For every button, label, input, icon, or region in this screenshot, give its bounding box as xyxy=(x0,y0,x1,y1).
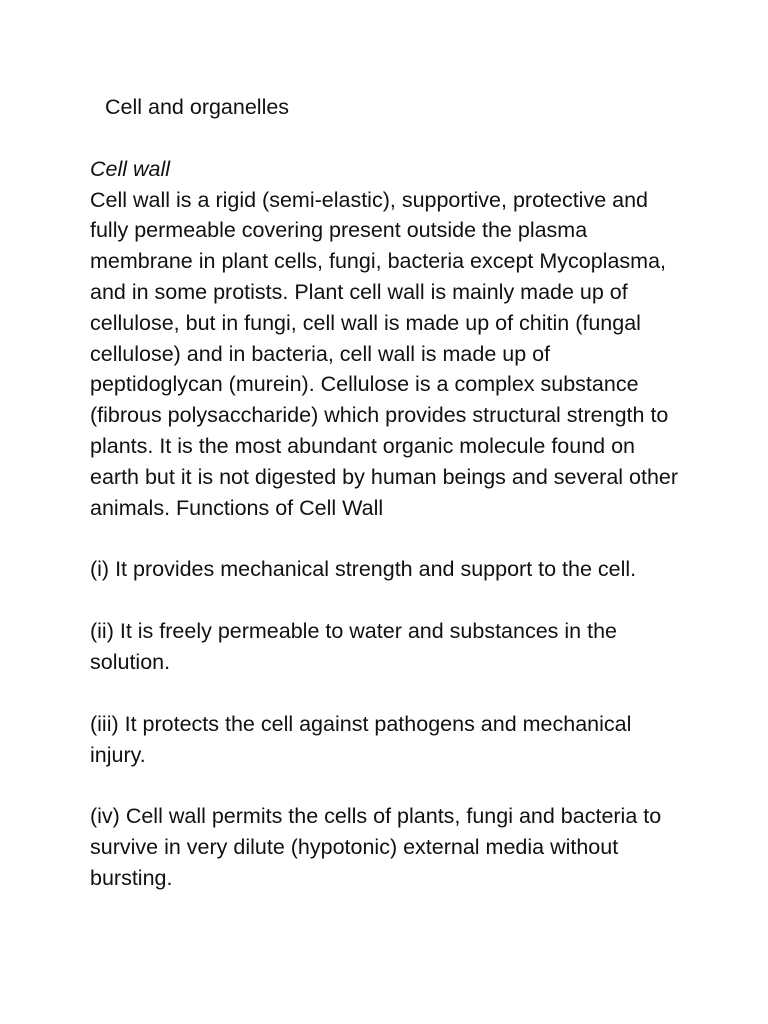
functions-list xyxy=(90,554,688,893)
function-item: (ii) It is freely permeable to water and substances in the solution. xyxy=(90,619,618,674)
function-item: (iii) It protects the cell against pathogens and mechanical injury. xyxy=(90,711,632,767)
document-title: Cell and organelles xyxy=(105,95,290,119)
intro-paragraph: Cell wall is a rigid (semi-elastic), supportive, protective and fully permeable covering present outside the plasma membrane in plant cells, fungi, bacteria except Mycoplasma, and in some protists. Plant cell wall is mainly made up of cellulose, but in fungi, cell wall is made up of chitin (fungal cellulose) and in bacteria, cell wall is made up of peptidoglycan (murein). Cellulose is a complex substance (fibrous polysaccharide) which provides structural strength to plants. It is the most abundant organic molecule found on earth but it is not digested by human beings and several other animals. Functions of Cell Wall xyxy=(90,187,679,520)
function-item: (i) It provides mechanical strength and support to the cell. xyxy=(90,557,637,582)
section-heading: Cell wall xyxy=(90,156,171,181)
function-item: (iv) Cell wall permits the cells of plants, fungi and bacteria to survive in very dilute (hypotonic) external media without bursting. xyxy=(90,804,662,890)
